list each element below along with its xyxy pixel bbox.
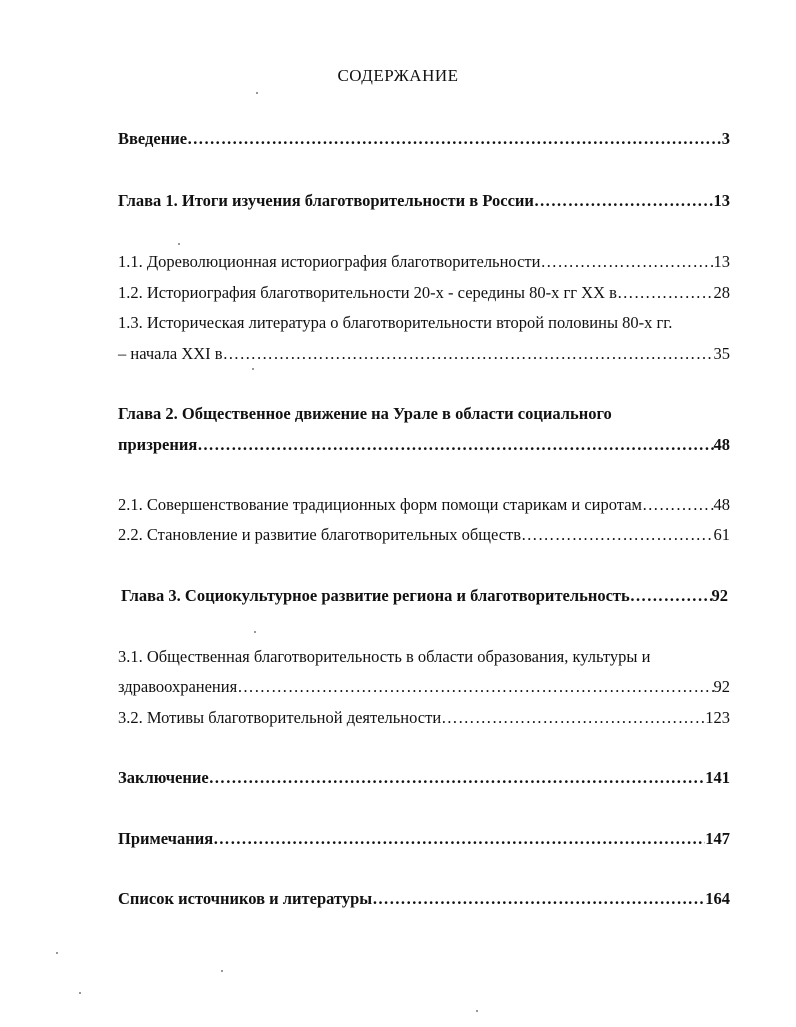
scan-speck — [256, 92, 258, 94]
toc-leader — [372, 889, 705, 909]
toc-page: 3 — [721, 129, 730, 148]
toc-label: 2.1. Совершенствование традиционных форм помощи старикам и сиротам — [118, 495, 642, 514]
toc-label: призрения — [118, 435, 198, 454]
toc-label: Глава 1. Итоги изучения благотворительности в России — [118, 191, 534, 210]
toc-page: 147 — [705, 829, 730, 848]
scan-speck — [252, 368, 254, 370]
toc-label: 1.2. Историография благотворительности 20-х - середины 80-х гг XX в — [118, 283, 617, 302]
toc-entry-chapter-3 — [121, 586, 728, 606]
toc-leader — [187, 129, 722, 149]
toc-leader — [534, 191, 714, 211]
scan-speck — [221, 970, 223, 972]
toc-leader — [197, 435, 713, 455]
toc-label: Список источников и литературы — [118, 889, 373, 908]
toc-label: Глава 3. Социокультурное развитие региона и благотворительность — [121, 586, 630, 605]
scan-speck — [56, 952, 58, 954]
toc-leader — [237, 677, 713, 697]
toc-page: 164 — [705, 889, 730, 908]
scan-speck — [476, 1010, 478, 1012]
toc-page: 13 — [713, 252, 730, 271]
toc-leader — [617, 283, 714, 303]
toc-entry-section-1-3 — [118, 344, 730, 364]
toc-label: 2.2. Становление и развитие благотворительных обществ — [118, 525, 522, 544]
toc-leader — [209, 768, 706, 788]
toc-label: Введение — [118, 129, 188, 148]
page-title: СОДЕРЖАНИЕ — [337, 66, 459, 85]
toc-page: 92 — [711, 586, 728, 605]
toc-page: 13 — [713, 191, 730, 210]
toc-leader — [630, 586, 712, 606]
toc-label: Примечания — [118, 829, 214, 848]
toc-leader — [441, 708, 705, 728]
toc-entry-section-3-2 — [118, 708, 730, 728]
toc-entry-sources — [118, 889, 730, 909]
toc-entry-section-1-2 — [118, 283, 730, 303]
toc-page: 61 — [713, 525, 730, 544]
toc-entry-section-1-1 — [118, 252, 730, 272]
toc-leader — [213, 829, 705, 849]
toc-entry-chapter-1 — [118, 191, 730, 211]
toc-entry-section-2-1 — [118, 495, 730, 515]
toc-page: 92 — [713, 677, 730, 696]
toc-leader — [223, 344, 714, 364]
toc-leader — [521, 525, 713, 545]
toc-leader — [642, 495, 714, 515]
toc-entry-section-3-1-line1: 3.1. Общественная благотворительность в области образования, культуры и — [118, 647, 651, 666]
toc-label: Заключение — [118, 768, 209, 787]
toc-entry-chapter-2 — [118, 435, 730, 455]
toc-entry-notes — [118, 829, 730, 849]
scan-speck — [79, 992, 81, 994]
toc-page: 123 — [705, 708, 730, 727]
toc-entry-intro — [118, 129, 730, 149]
toc-label: – начала XXI в — [118, 344, 223, 363]
toc-label: 3.2. Мотивы благотворительной деятельности — [118, 708, 442, 727]
toc-page: 28 — [713, 283, 730, 302]
scan-speck — [178, 243, 180, 245]
toc-label: здравоохранения — [118, 677, 238, 696]
toc-leader — [540, 252, 713, 272]
toc-entry-section-3-1 — [118, 677, 730, 697]
toc-entry-section-2-2 — [118, 525, 730, 545]
toc-page: 141 — [705, 768, 730, 787]
scan-speck — [254, 631, 256, 633]
toc-page: 48 — [713, 435, 730, 454]
toc-page: 35 — [713, 344, 730, 363]
toc-entry-conclusion — [118, 768, 730, 788]
toc-entry-section-1-3-line1: 1.3. Историческая литература о благотворительности второй половины 80-х гг. — [118, 313, 673, 332]
toc-page: 48 — [713, 495, 730, 514]
toc-label: 1.1. Дореволюционная историография благотворительности — [118, 252, 541, 271]
toc-entry-chapter-2-line1: Глава 2. Общественное движение на Урале в области социального — [118, 404, 612, 423]
